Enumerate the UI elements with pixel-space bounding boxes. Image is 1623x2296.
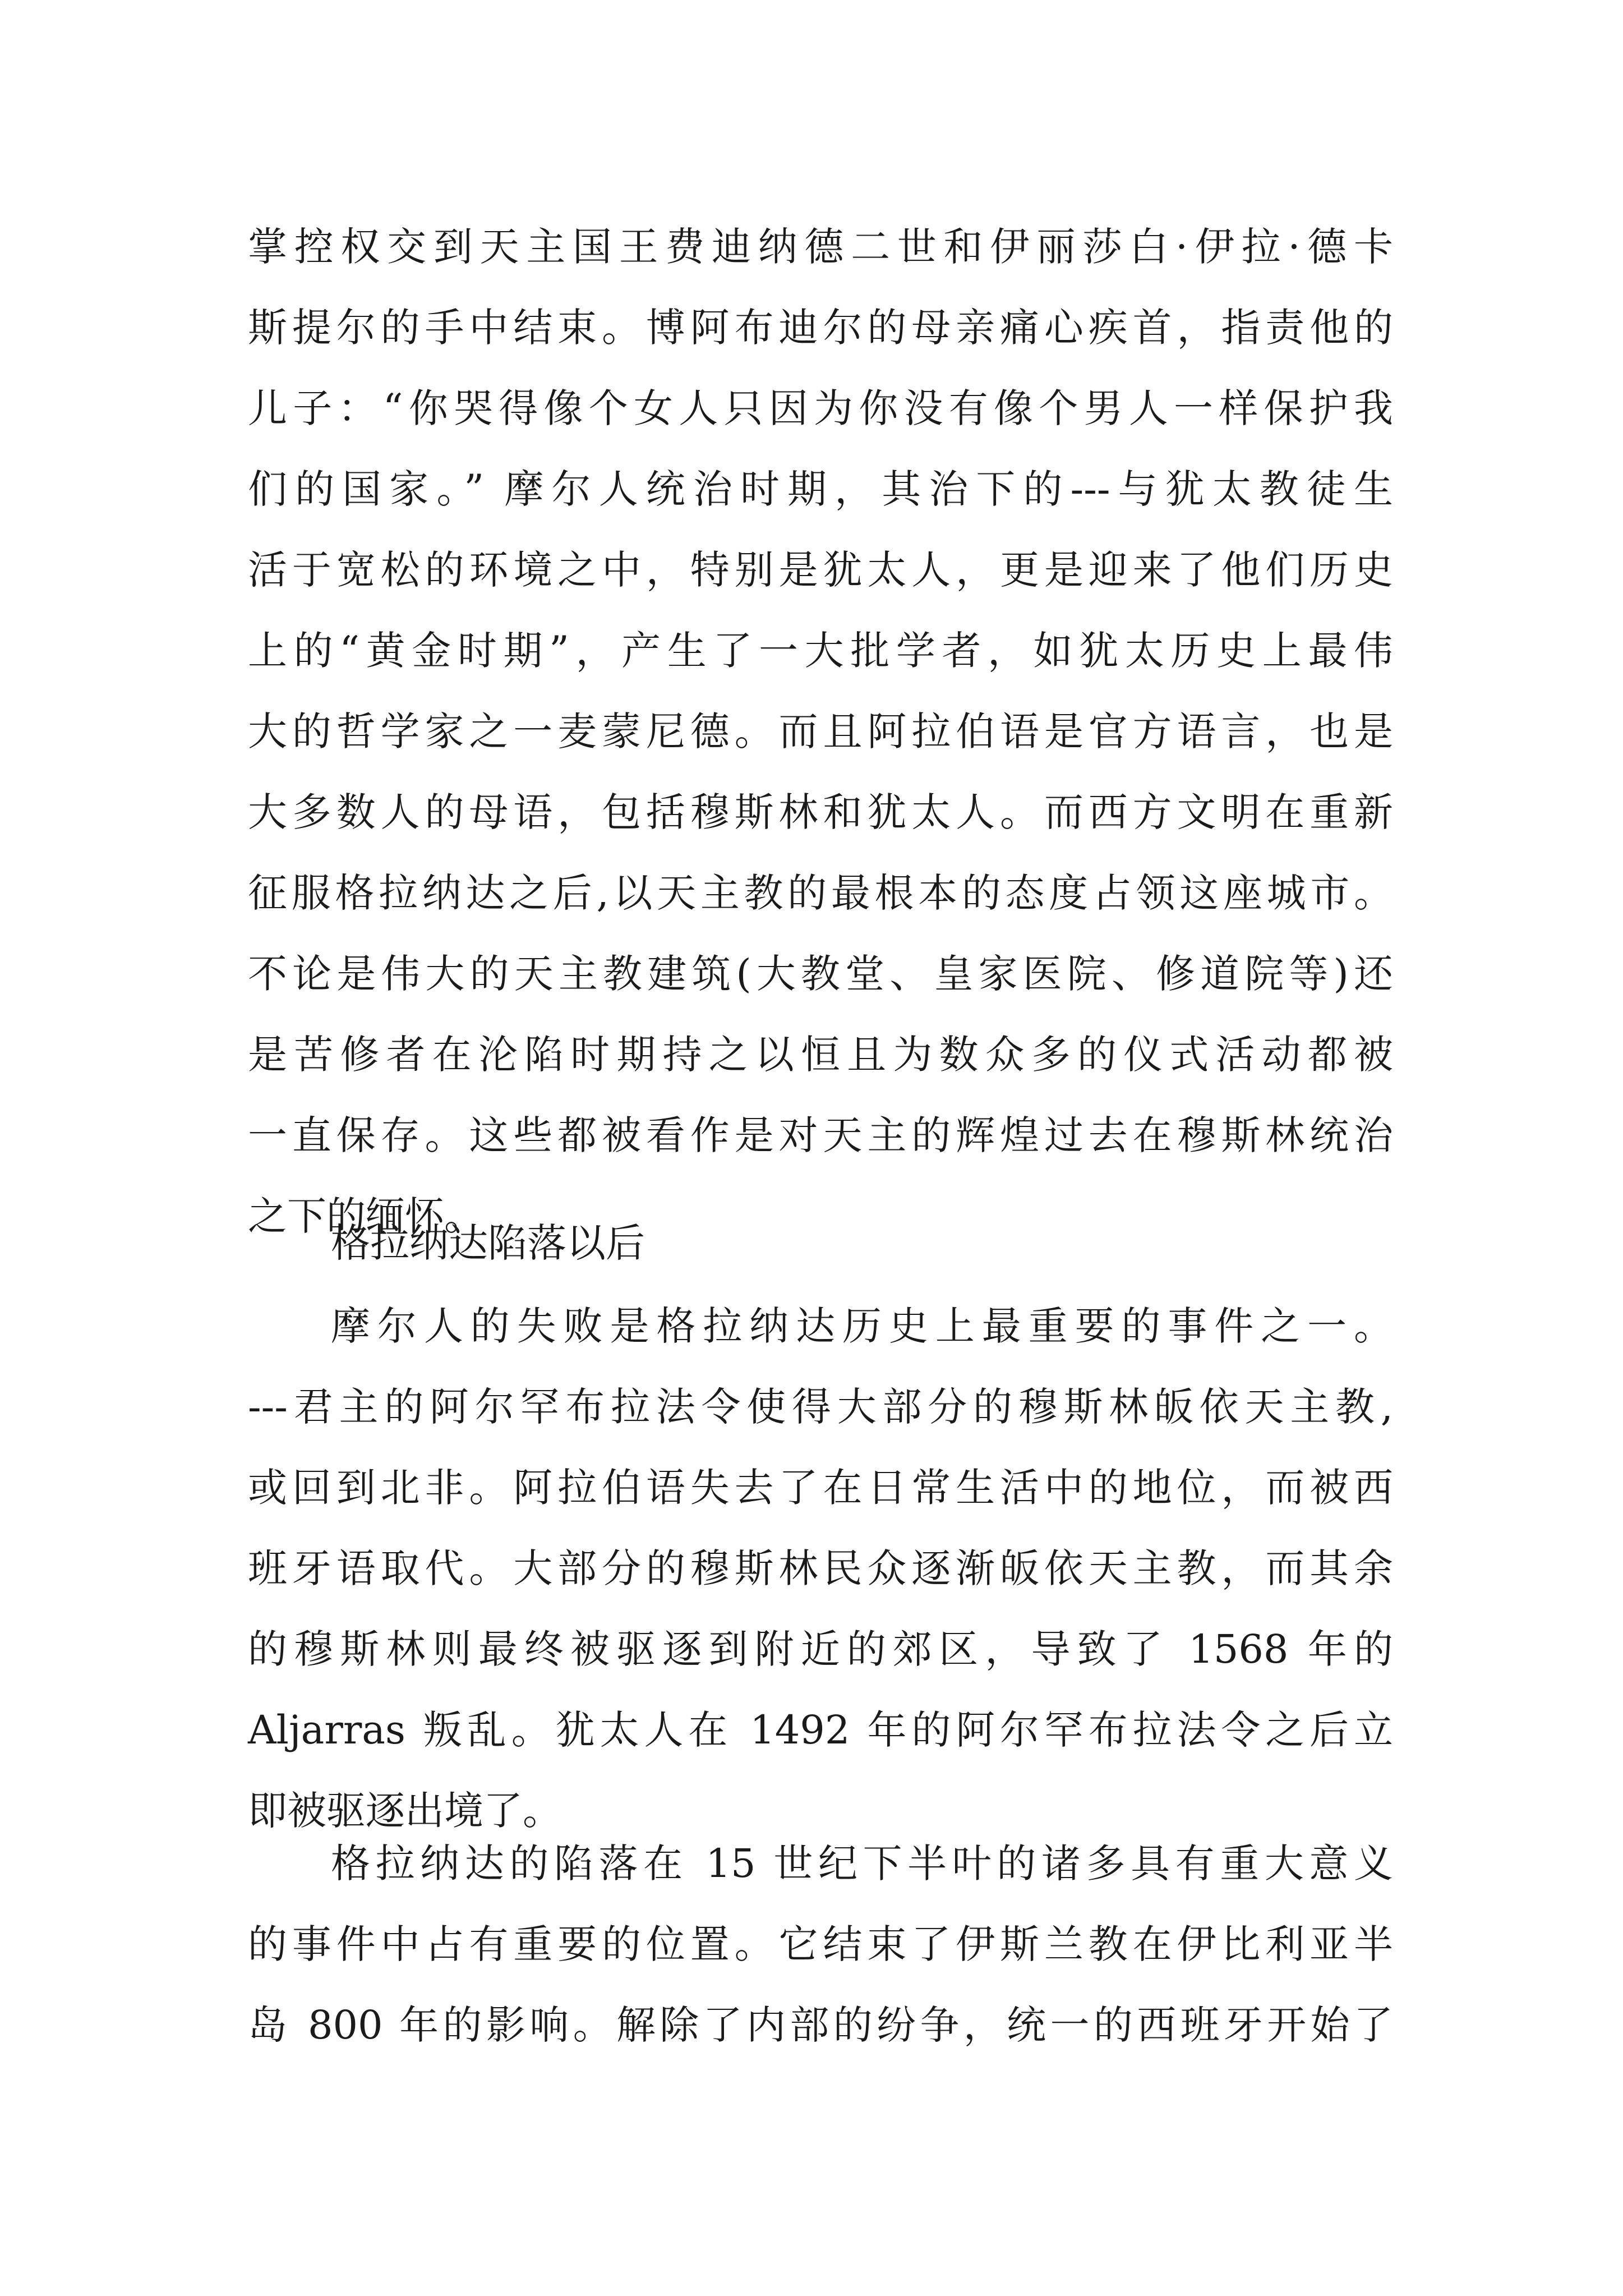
paragraph-line: 即被驱逐出境了。 bbox=[248, 1788, 562, 1834]
paragraph-1 bbox=[248, 206, 1393, 1257]
paragraph-line: 班牙语取代。大部分的穆斯林民众逐渐皈依天主教，而其余 bbox=[248, 1545, 1393, 1591]
section-heading-text: 格拉纳达陷落以后 bbox=[331, 1220, 645, 1266]
paragraph-line: 不论是伟大的天主教建筑(大教堂、皇家医院、修道院等)还 bbox=[248, 951, 1393, 997]
paragraph-line: 上的“黄金时期”，产生了一大批学者，如犹太历史上最伟 bbox=[248, 628, 1393, 674]
paragraph-line: 摩尔人的失败是格拉纳达历史上最重要的事件之一。 bbox=[331, 1303, 1393, 1349]
paragraph-line: 是苦修者在沦陷时期持之以恒且为数众多的仪式活动都被 bbox=[248, 1032, 1393, 1078]
paragraph-line: 儿子：“你哭得像个女人只因为你没有像个男人一样保护我 bbox=[248, 385, 1393, 431]
paragraph-line: 征服格拉纳达之后,以天主教的最根本的态度占领这座城市。 bbox=[248, 870, 1393, 916]
paragraph-line: 掌控权交到天主国王费迪纳德二世和伊丽莎白·伊拉·德卡 bbox=[248, 224, 1393, 270]
paragraph-line: 大多数人的母语，包括穆斯林和犹太人。而西方文明在重新 bbox=[248, 789, 1393, 835]
paragraph-line: ---君主的阿尔罕布拉法令使得大部分的穆斯林皈依天主教, bbox=[248, 1384, 1393, 1430]
paragraph-line: 之下的缅怀。 bbox=[248, 1193, 483, 1239]
paragraph-line: 活于宽松的环境之中，特别是犹太人，更是迎来了他们历史 bbox=[248, 547, 1393, 593]
paragraph-3 bbox=[248, 1823, 1393, 2065]
paragraph-line: 的事件中占有重要的位置。它结束了伊斯兰教在伊比利亚半 bbox=[248, 1921, 1393, 1967]
paragraph-line: 或回到北非。阿拉伯语失去了在日常生活中的地位，而被西 bbox=[248, 1465, 1393, 1511]
paragraph-line: 的穆斯林则最终被驱逐到附近的郊区，导致了 1568 年的 bbox=[248, 1626, 1393, 1672]
section-heading bbox=[248, 1203, 1393, 1283]
paragraph-line: 大的哲学家之一麦蒙尼德。而且阿拉伯语是官方语言，也是 bbox=[248, 708, 1393, 754]
paragraph-line: 岛 800 年的影响。解除了内部的纷争，统一的西班牙开始了 bbox=[248, 2002, 1393, 2048]
paragraph-line: Aljarras 叛乱。犹太人在 1492 年的阿尔罕布拉法令之后立 bbox=[248, 1707, 1393, 1753]
paragraph-line: 斯提尔的手中结束。博阿布迪尔的母亲痛心疾首，指责他的 bbox=[248, 305, 1393, 351]
paragraph-line: 一直保存。这些都被看作是对天主的辉煌过去在穆斯林统治 bbox=[248, 1112, 1393, 1158]
paragraph-line: 们的国家。” 摩尔人统治时期，其治下的---与犹太教徒生 bbox=[248, 466, 1393, 512]
paragraph-2 bbox=[248, 1286, 1393, 1851]
paragraph-line: 格拉纳达的陷落在 15 世纪下半叶的诸多具有重大意义 bbox=[331, 1841, 1393, 1887]
